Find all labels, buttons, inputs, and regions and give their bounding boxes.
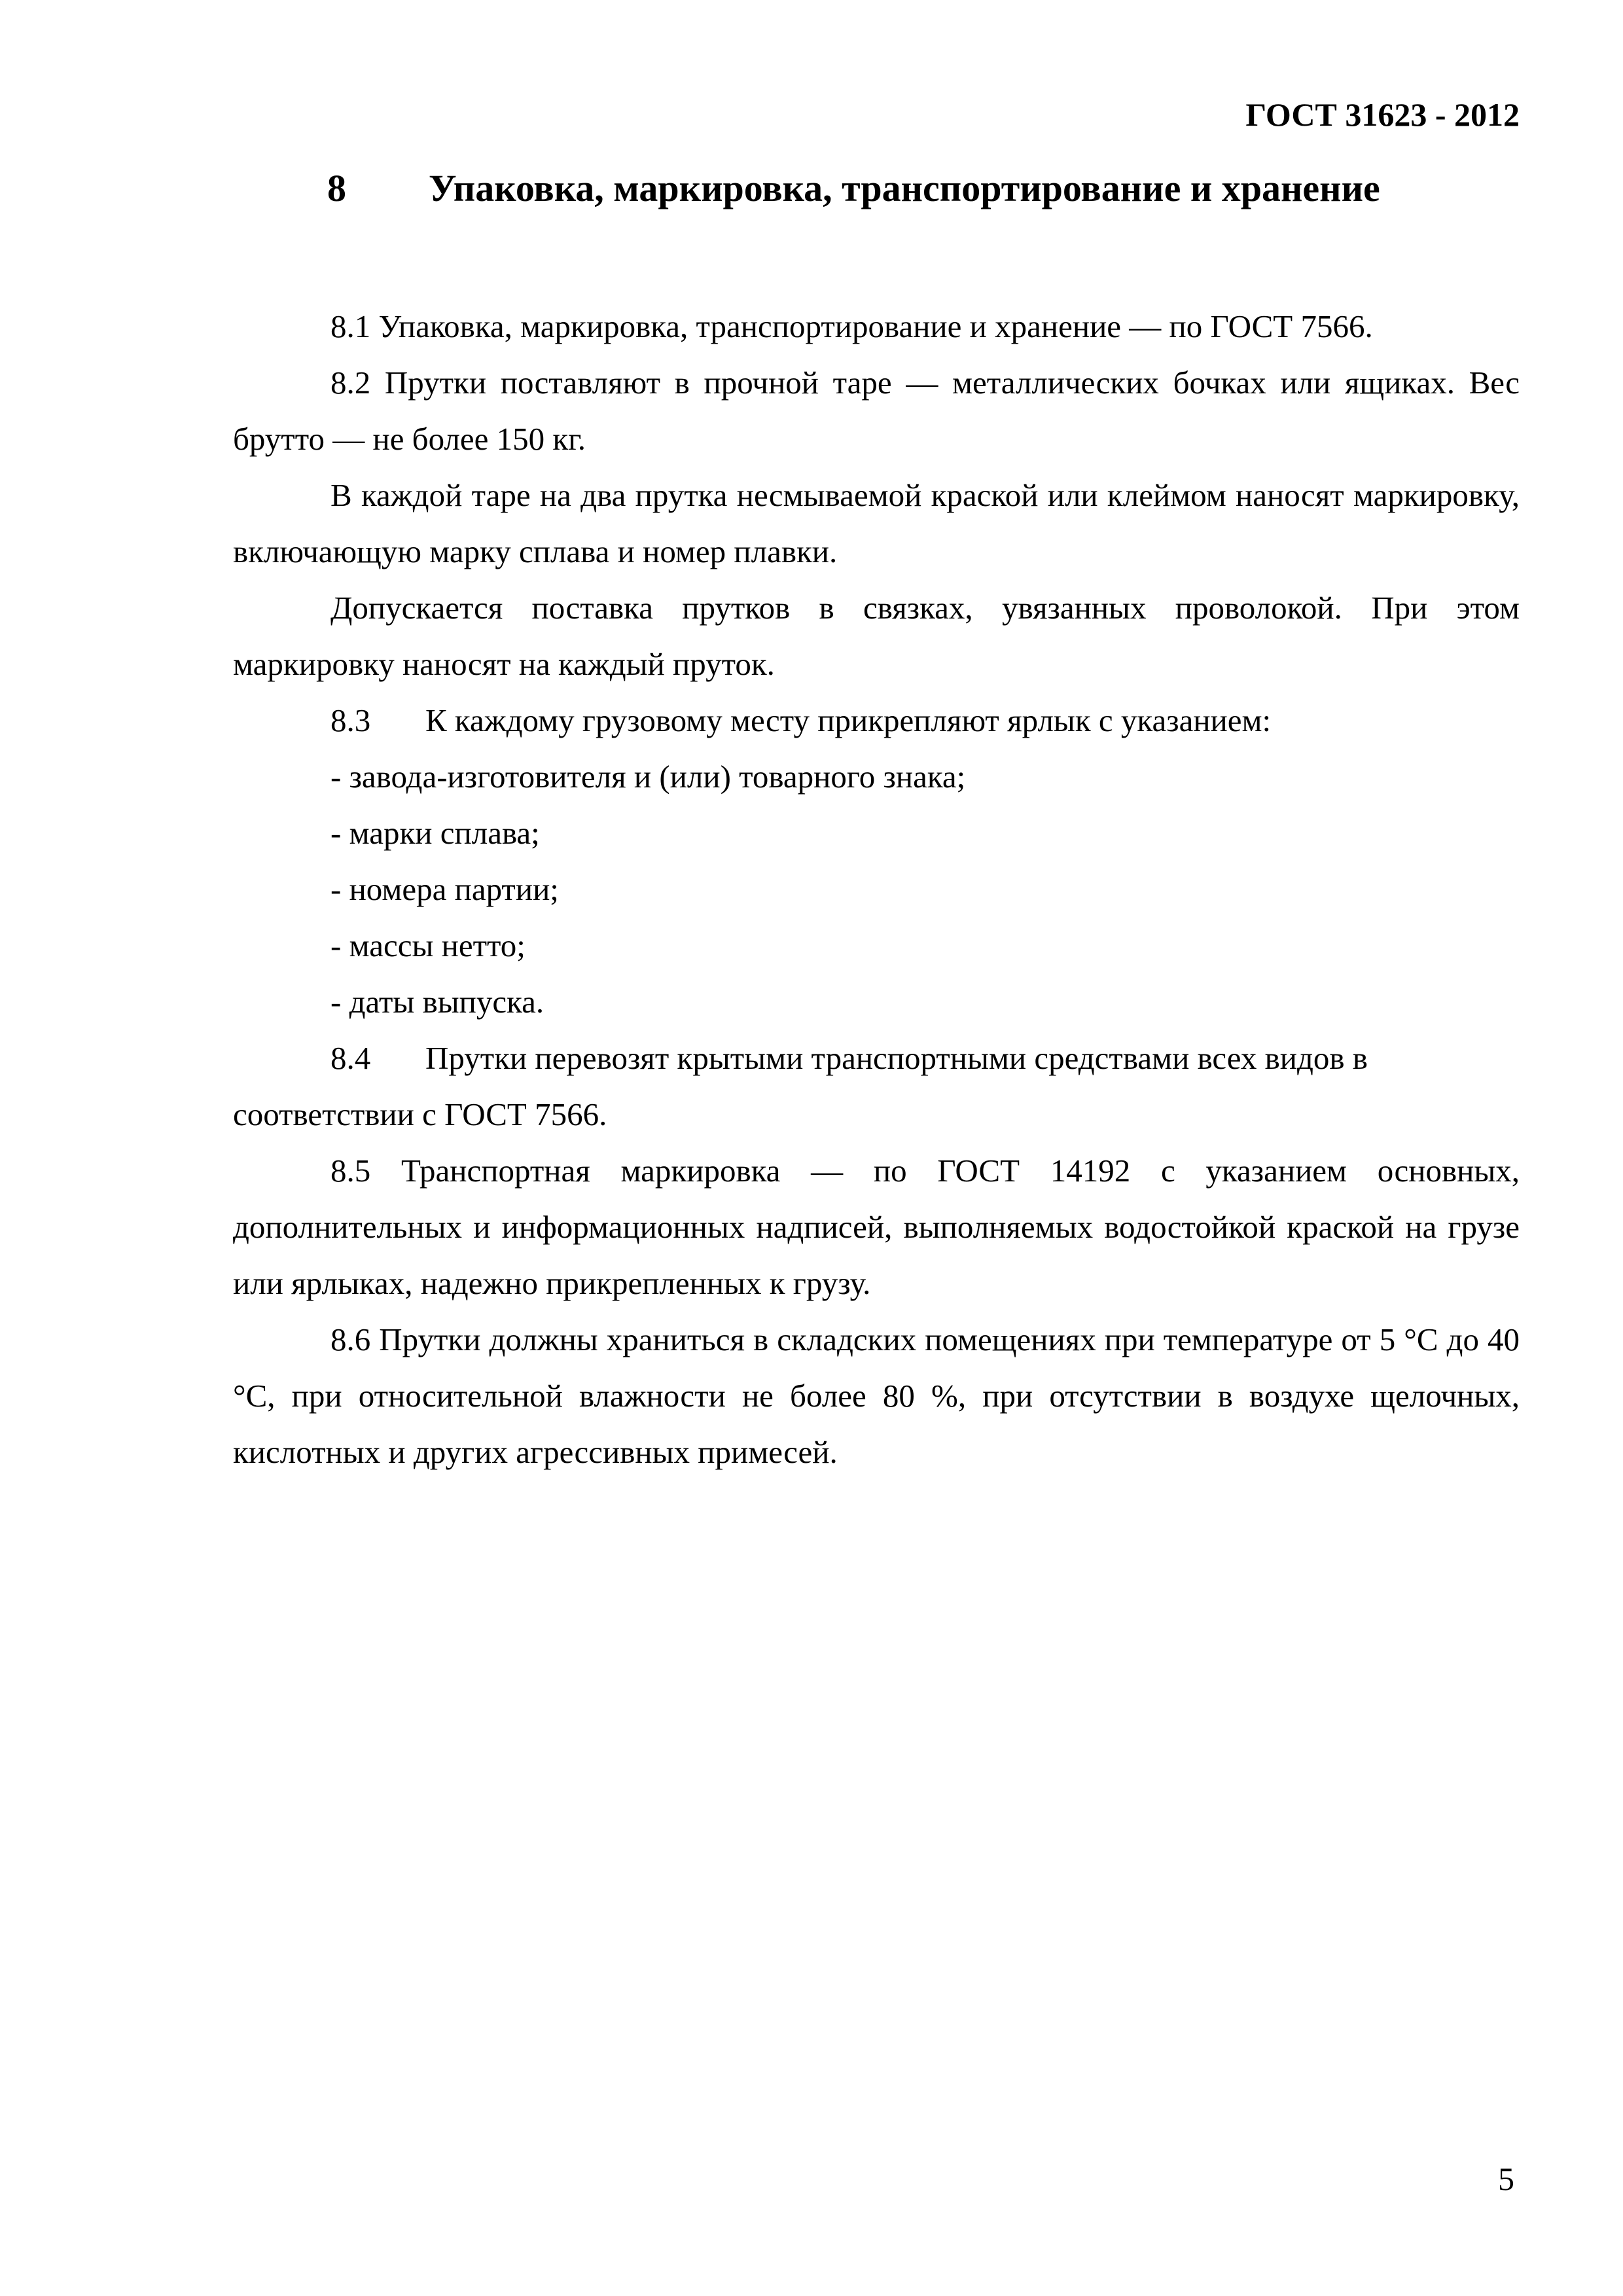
paragraph-8-2-bundles: Допускается поставка прутков в связках, увязанных проволокой. При этом маркировку наносят на каждый пруток. [233,590,1520,682]
list-item: - завода-изготовителя и (или) товарного знака; [330,759,966,795]
list-item: - марки сплава; [330,815,540,851]
paragraph-8-3-text: К каждому грузовому месту прикрепляют ярлык с указанием: [425,702,1272,738]
section-title: Упаковка, маркировка, транспортирование и хранение [429,167,1380,209]
paragraph-8-6: 8.6 Прутки должны храниться в складских помещениях при температуре от 5 °С до 40 °С, при относительной влажности не более 80 %, при отсутствии в воздухе щелочных, кислотных и других агрессивных примесей. [233,1321,1520,1470]
paragraph-8-2: 8.2 Прутки поставляют в прочной таре — металлических бочках или ящиках. Вес брутто — не более 150 кг. [233,365,1520,457]
paragraph-8-3 [233,692,1520,749]
paragraph-8-3-number: 8.3 [330,702,371,738]
list-item: - массы нетто; [330,927,526,963]
section-body [233,298,1520,1480]
paragraph-8-1: 8.1 Упаковка, маркировка, транспортирование и хранение — по ГОСТ 7566. [330,308,1373,344]
section-number: 8 [327,167,346,209]
paragraph-8-2-marking: В каждой таре на два прутка несмываемой краской или клеймом наносят маркировку, включающую марку сплава и номер плавки. [233,477,1520,569]
page-number: 5 [1498,2161,1514,2197]
section-heading [327,166,1380,210]
list-item: - номера партии; [330,871,559,907]
paragraph-8-4-number: 8.4 [330,1040,371,1076]
paragraph-8-5: 8.5 Транспортная маркировка — по ГОСТ 14192 с указанием основных, дополнительных и информационных надписей, выполняемых водостойкой краской на грузе или ярлыках, надежно прикрепленных к грузу. [233,1153,1520,1301]
paragraph-8-4 [233,1030,1520,1143]
document-code: ГОСТ 31623 - 2012 [1245,96,1520,133]
list-item: - даты выпуска. [330,984,544,1020]
paragraph-8-4-text: Прутки перевозят крытыми транспортными средствами всех видов в соответствии с ГОСТ 7566. [233,1040,1368,1132]
